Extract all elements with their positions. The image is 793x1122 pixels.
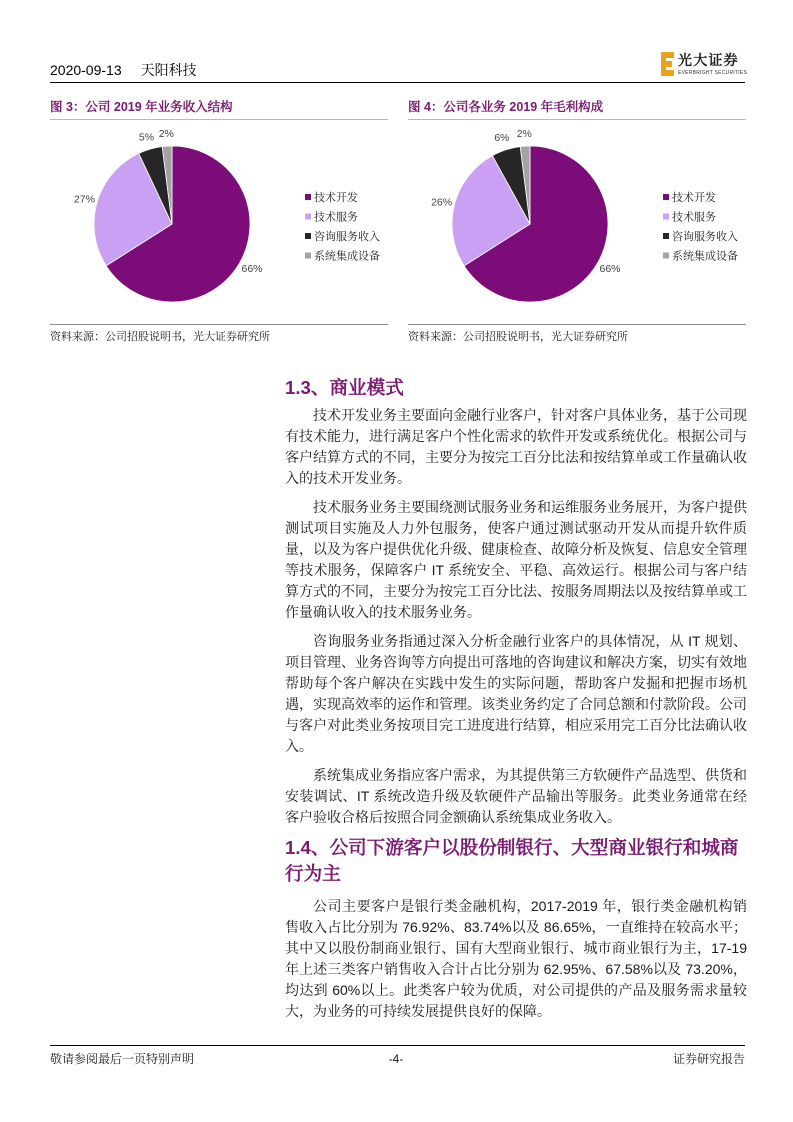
section-heading: 1.3、商业模式 (285, 377, 404, 398)
pie-label-tech-development: 66% (599, 263, 621, 275)
figure-4 (408, 99, 746, 344)
section-heading: 1.4、公司下游客户以股份制银行、大型商业银行和城商行为主 (285, 837, 739, 884)
paragraph-tech-development: 技术开发业务主要面向金融行业客户，针对客户具体业务，基于公司现有技术能力，进行满足客户个性化需求的软件开发或系统优化。根据公司与客户结算方式的不同，主要分为按完工百分比法和按结算单或工作量确认收入的技术开发业务。 (285, 407, 747, 486)
section-business-model (285, 375, 747, 836)
footer-disclaimer: 敬请参阅最后一页特别声明 (50, 1052, 195, 1066)
figure-4-title-divider (408, 119, 746, 120)
pie-label-system-integration: 2% (158, 127, 174, 140)
pie-label-consulting-services: 6% (494, 132, 510, 145)
report-date: 2020-09-13 (50, 62, 122, 78)
legend-swatch-consulting-services (305, 233, 311, 239)
legend-swatch-tech-development (663, 194, 669, 200)
legend-swatch-tech-development (305, 194, 311, 200)
figure-3-title-divider (50, 119, 388, 120)
pie-label-system-integration: 2% (516, 127, 532, 140)
legend-label-system-integration: 系统集成设备 (314, 250, 380, 263)
figure-4-title: 图 4：公司各业务 2019 年毛利构成 (408, 100, 604, 114)
pie-label-tech-services: 26% (431, 196, 453, 209)
legend-item-consulting-services (663, 229, 738, 243)
page-number: -4- (388, 1052, 404, 1066)
figure-3-pie-chart (50, 125, 388, 323)
legend-label-consulting-services: 咨询服务收入 (672, 231, 738, 243)
figure-4-legend (663, 190, 738, 263)
legend-swatch-consulting-services (663, 233, 669, 239)
everbright-logo-icon (661, 52, 674, 76)
paragraph-consulting-services: 咨询服务业务指通过深入分析金融行业客户的具体情况，从 IT 规划、项目管理、业务咨询等方向提出可落地的咨询建议和解决方案，切实有效地帮助每个客户解决在实践中发生的实际问题，帮助客户发掘和把握市场机遇，实现高效率的运作和管理。该类业务约定了合同总额和付款阶段。公司与客户对此类业务按项目完工进度进行结算，相应采用完工百分比法确认收入。 (285, 633, 747, 754)
section-downstream-customers (285, 835, 747, 1030)
figure-3-slices (94, 146, 250, 302)
legend-label-tech-development: 技术开发 (314, 192, 358, 204)
legend-item-tech-development (663, 190, 716, 204)
legend-item-tech-services (663, 210, 716, 224)
legend-label-consulting-services: 咨询服务收入 (314, 231, 380, 243)
logo-name-cn: 光大证券 (678, 52, 739, 68)
legend-item-tech-development (305, 190, 358, 204)
figure-4-slices (452, 146, 608, 302)
legend-label-system-integration: 系统集成设备 (672, 250, 738, 263)
legend-item-system-integration (663, 249, 738, 263)
figure-3-source-divider (50, 324, 388, 325)
paragraph-tech-services: 技术服务业务主要围绕测试服务业务和运维服务业务展开，为客户提供测试项目实施及人力外包服务，使客户通过测试驱动开发从而提升软件质量，以及为客户提供优化升级、健康检查、故障分析及恢复、信息安全管理等技术服务，保障客户 IT 系统安全、平稳、高效运行。根据公司与客户结算方式的不同，主要分为按完工百分比法、按服务周期法以及按结算单或工作量确认收入的技术服务业务。 (285, 499, 747, 620)
pie-label-tech-development: 66% (241, 263, 263, 275)
legend-swatch-tech-services (663, 214, 669, 220)
figure-3-title: 图 3：公司 2019 年业务收入结构 (50, 100, 233, 114)
pie-label-consulting-services: 5% (138, 131, 155, 144)
pie-label-tech-services: 27% (73, 193, 95, 206)
legend-item-consulting-services (305, 229, 380, 243)
brand-logo (661, 51, 747, 79)
figure-4-source: 资料来源：公司招股说明书，光大证券研究所 (408, 331, 628, 343)
legend-swatch-system-integration (663, 253, 669, 259)
paragraph-customer-structure: 公司主要客户是银行类金融机构，2017-2019 年，银行类金融机构销售收入占比分别为 76.92%、83.74%以及 86.65%，一直维持在较高水平；其中又以股份制商业银行、国有大型商业银行、城市商业银行为主，17-19 年上述三类客户销售收入合计占比分别为 62.95%、67.58%以及 73.20%，均达到 60%以上。此类客户较为优质，对公司提供的产品及服务需求量较大，为业务的可持续发展提供良好的保障。 (285, 898, 747, 1019)
logo-name-en: EVERBRIGHT SECURITIES (678, 70, 748, 76)
legend-label-tech-services: 技术服务 (672, 211, 716, 224)
legend-item-system-integration (305, 249, 380, 263)
legend-label-tech-development: 技术开发 (672, 192, 716, 204)
footer-divider (50, 1045, 745, 1046)
figure-3-source: 资料来源：公司招股说明书，光大证券研究所 (50, 331, 270, 343)
paragraph-system-integration: 系统集成业务指应客户需求，为其提供第三方软硬件产品选型、供货和安装调试、IT 系统改造升级及软硬件产品输出等服务。此类业务通常在经客户验收合格后按照合同金额确认系统集成业务收入。 (285, 767, 747, 825)
figure-3-legend (305, 190, 380, 263)
figure-4-pie-chart (408, 125, 746, 323)
legend-item-tech-services (305, 210, 358, 224)
legend-label-tech-services: 技术服务 (314, 211, 358, 224)
figure-4-source-divider (408, 324, 746, 325)
company-name: 天阳科技 (140, 62, 197, 78)
legend-swatch-system-integration (305, 253, 311, 259)
footer-report-type: 证券研究报告 (672, 1052, 745, 1066)
page-header (50, 61, 197, 79)
legend-swatch-tech-services (305, 214, 311, 220)
header-divider (50, 82, 745, 83)
figure-3 (50, 99, 388, 344)
